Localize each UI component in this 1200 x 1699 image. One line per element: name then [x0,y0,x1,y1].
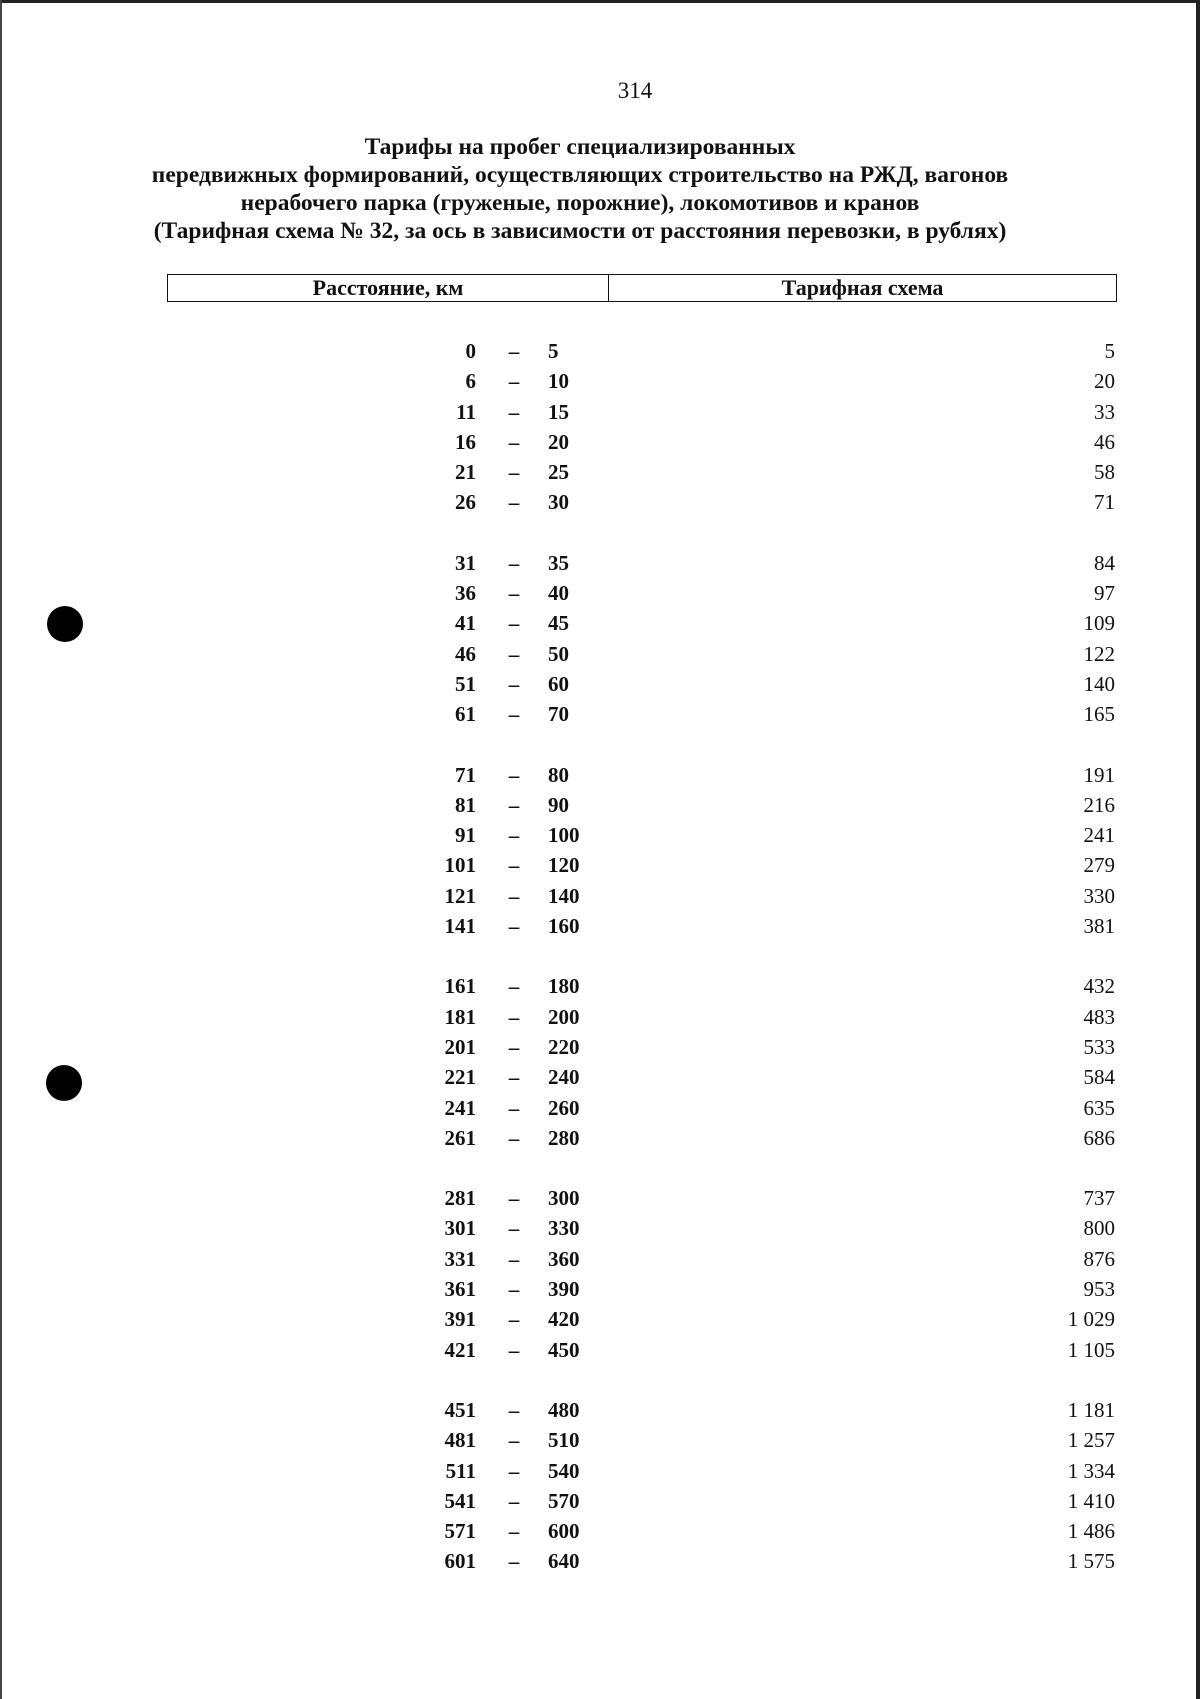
range-dash: – [508,1458,520,1483]
distance-from: 36 [455,581,476,606]
table-row [0,1244,1200,1274]
range-dash: – [508,581,520,606]
distance-from: 301 [444,1216,476,1241]
table-row [0,1213,1200,1243]
distance-from: 221 [444,1065,476,1090]
tariff-value: 953 [1083,1277,1115,1302]
table-row [0,1425,1200,1455]
range-dash: – [508,641,520,666]
range-dash: – [508,1246,520,1271]
table-row [0,639,1200,669]
table-row [0,911,1200,941]
tariff-value: 191 [1083,762,1115,787]
distance-to: 540 [548,1458,580,1483]
range-dash: – [508,1488,520,1513]
distance-from: 571 [444,1519,476,1544]
range-dash: – [508,1519,520,1544]
range-dash: – [508,1549,520,1574]
distance-from: 41 [455,611,476,636]
title-line: нерабочего парка (груженые, порожние), локомотивов и кранов [240,190,920,216]
distance-from: 601 [444,1549,476,1574]
table-row [0,548,1200,578]
table-row [0,578,1200,608]
tariff-value: 241 [1083,823,1115,848]
distance-to: 60 [548,671,569,696]
distance-from: 81 [455,792,476,817]
tariff-value: 71 [1094,490,1115,515]
tariff-value: 1 181 [1067,1397,1115,1422]
distance-from: 261 [444,1125,476,1150]
table-row [0,760,1200,790]
distance-from: 91 [455,823,476,848]
tariff-value: 686 [1083,1125,1115,1150]
tariff-value: 533 [1083,1034,1115,1059]
distance-to: 600 [548,1519,580,1544]
tariff-value: 432 [1083,974,1115,999]
title-line: Тарифы на пробег специализированных [364,134,796,160]
distance-to: 480 [548,1397,580,1422]
distance-from: 101 [444,853,476,878]
tariff-value: 381 [1083,914,1115,939]
table-row [0,820,1200,850]
range-dash: – [508,853,520,878]
distance-to: 80 [548,762,569,787]
row-group [0,1395,1200,1577]
distance-from: 451 [444,1397,476,1422]
tariff-value: 122 [1083,641,1115,666]
distance-from: 481 [444,1428,476,1453]
table-row [0,1183,1200,1213]
range-dash: – [508,339,520,363]
distance-to: 120 [548,853,580,878]
distance-to: 220 [548,1034,580,1059]
range-dash: – [508,1065,520,1090]
range-dash: – [508,1095,520,1120]
tariff-value: 737 [1083,1186,1115,1211]
distance-to: 90 [548,792,569,817]
range-dash: – [508,792,520,817]
table-row [0,427,1200,457]
tariff-value: 1 105 [1067,1337,1115,1362]
distance-from: 71 [455,762,476,787]
page-number: 314 [617,78,653,103]
tariff-value: 1 334 [1067,1458,1115,1483]
range-dash: – [508,702,520,727]
distance-to: 25 [548,460,569,485]
table-row [0,457,1200,487]
range-dash: – [508,1034,520,1059]
distance-from: 46 [455,641,476,666]
distance-from: 16 [455,429,476,454]
table-row [0,1335,1200,1365]
range-dash: – [508,429,520,454]
tariff-value: 5 [1104,339,1115,363]
row-group [0,1183,1200,1365]
distance-to: 140 [548,883,580,908]
tariff-value: 33 [1094,399,1115,424]
distance-to: 390 [548,1277,580,1302]
tariff-value: 165 [1083,702,1115,727]
table-row [0,1093,1200,1123]
distance-from: 6 [465,369,476,394]
tariff-value: 58 [1094,460,1115,485]
range-dash: – [508,1307,520,1332]
table-row [0,1304,1200,1334]
tariff-value: 46 [1094,429,1115,454]
table-row [0,397,1200,427]
table-row [0,971,1200,1001]
range-dash: – [508,611,520,636]
row-group [0,971,1200,1153]
distance-from: 141 [444,914,476,939]
table-row [0,1002,1200,1032]
range-dash: – [508,671,520,696]
distance-from: 331 [444,1246,476,1271]
range-dash: – [508,460,520,485]
distance-to: 30 [548,490,569,515]
table-row [0,1516,1200,1546]
table-row [0,487,1200,517]
tariff-value: 330 [1083,883,1115,908]
tariff-value: 1 029 [1067,1307,1115,1332]
range-dash: – [508,1004,520,1029]
distance-to: 360 [548,1246,580,1271]
distance-to: 300 [548,1186,580,1211]
table-row [0,1032,1200,1062]
table-row [0,1062,1200,1092]
tariff-value: 635 [1083,1095,1115,1120]
distance-to: 510 [548,1428,580,1453]
distance-to: 100 [548,823,580,848]
distance-from: 51 [455,671,476,696]
distance-to: 260 [548,1095,580,1120]
distance-to: 45 [548,611,569,636]
distance-to: 450 [548,1337,580,1362]
range-dash: – [508,914,520,939]
table-header [167,274,1117,302]
table-row [0,881,1200,911]
table-row [0,1486,1200,1516]
distance-to: 420 [548,1307,580,1332]
distance-to: 570 [548,1488,580,1513]
tariff-value: 97 [1094,581,1115,606]
distance-to: 35 [548,550,569,575]
tariff-value: 1 486 [1067,1519,1115,1544]
tariff-value: 800 [1083,1216,1115,1241]
distance-from: 241 [444,1095,476,1120]
table-row [0,699,1200,729]
range-dash: – [508,1216,520,1241]
tariff-value: 109 [1083,611,1115,636]
column-header-distance: Расстояние, км [168,275,609,301]
distance-from: 0 [465,339,476,363]
tariff-value: 1 257 [1067,1428,1115,1453]
range-dash: – [508,399,520,424]
range-dash: – [508,883,520,908]
tariff-value: 84 [1094,550,1115,575]
range-dash: – [508,1125,520,1150]
row-group [0,760,1200,942]
distance-from: 201 [444,1034,476,1059]
distance-to: 70 [548,702,569,727]
distance-from: 161 [444,974,476,999]
distance-to: 160 [548,914,580,939]
table-row [0,669,1200,699]
table-row [0,1274,1200,1304]
tariff-value: 216 [1083,792,1115,817]
table-row [0,608,1200,638]
range-dash: – [508,974,520,999]
distance-from: 121 [444,883,476,908]
distance-to: 10 [548,369,569,394]
title-line: передвижных формирований, осуществляющих строительство на РЖД, вагонов [151,162,1009,188]
range-dash: – [508,1337,520,1362]
scan-edge-top [0,0,1200,3]
table-row [0,1395,1200,1425]
range-dash: – [508,1428,520,1453]
table-row [0,1123,1200,1153]
distance-from: 181 [444,1004,476,1029]
range-dash: – [508,1277,520,1302]
document-title [60,133,1100,245]
distance-from: 361 [444,1277,476,1302]
range-dash: – [508,1186,520,1211]
range-dash: – [508,369,520,394]
range-dash: – [508,490,520,515]
tariff-value: 140 [1083,671,1115,696]
distance-from: 11 [456,399,476,424]
tariff-value: 483 [1083,1004,1115,1029]
distance-from: 511 [445,1458,476,1483]
tariff-value: 279 [1083,853,1115,878]
range-dash: – [508,550,520,575]
distance-to: 20 [548,429,569,454]
table-row [0,850,1200,880]
distance-to: 180 [548,974,580,999]
range-dash: – [508,762,520,787]
table-row [0,336,1200,366]
distance-to: 280 [548,1125,580,1150]
distance-to: 330 [548,1216,580,1241]
distance-to: 640 [548,1549,580,1574]
row-group [0,548,1200,730]
column-header-tariff: Тарифная схема [781,275,944,300]
tariff-value: 20 [1094,369,1115,394]
tariff-value: 1 575 [1067,1549,1115,1574]
distance-to: 40 [548,581,569,606]
title-line: (Тарифная схема № 32, за ось в зависимости от расстояния перевозки, в рублях) [153,218,1007,244]
distance-from: 26 [455,490,476,515]
distance-to: 50 [548,641,569,666]
table-row [0,1546,1200,1576]
tariff-table-body [0,336,1200,1607]
distance-to: 5 [548,339,559,363]
distance-from: 421 [444,1337,476,1362]
tariff-value: 876 [1083,1246,1115,1271]
distance-from: 61 [455,702,476,727]
row-group [0,336,1200,518]
tariff-value: 584 [1083,1065,1115,1090]
table-row [0,366,1200,396]
distance-from: 21 [455,460,476,485]
tariff-value: 1 410 [1067,1488,1115,1513]
range-dash: – [508,1397,520,1422]
distance-to: 200 [548,1004,580,1029]
distance-from: 31 [455,550,476,575]
range-dash: – [508,823,520,848]
table-row [0,1456,1200,1486]
distance-from: 281 [444,1186,476,1211]
table-row [0,790,1200,820]
distance-from: 391 [444,1307,476,1332]
distance-to: 15 [548,399,569,424]
distance-to: 240 [548,1065,580,1090]
distance-from: 541 [444,1488,476,1513]
